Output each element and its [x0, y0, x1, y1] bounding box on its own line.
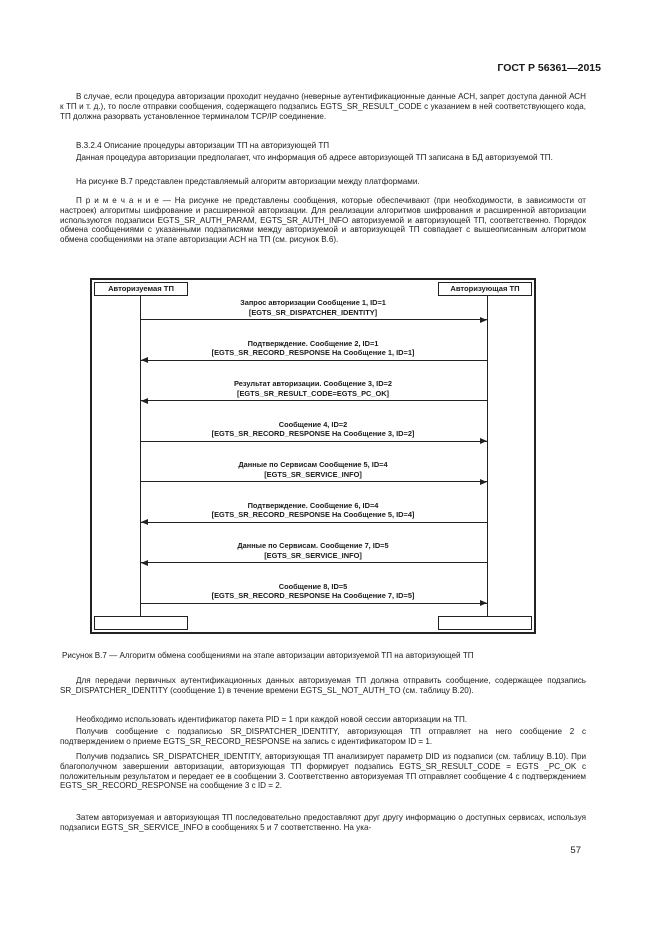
message-arrow-line: [141, 319, 487, 320]
message-label: [92, 379, 534, 398]
right-actor-box: Авторизующая ТП: [438, 282, 532, 296]
message-subrecord: [EGTS_SR_RECORD_RESPONSE На Сообщение 7, ID=5]: [211, 591, 415, 600]
paragraph-did-analysis: Получив подзапись SR_DISPATCHER_IDENTITY, авторизующая ТП анализирует параметр DID из подзаписи (см. таблицу В.10). При благополучном завершении авторизации, авторизующая ТП формирует подзапись EGTS_SR_RESULT_CODE = EGTS _PC_OK с положительным результатом и передает ее в сообщении 3. Соответственно авторизуемая ТП отправляет сообщение 4 с подтверждением EGTS_SR_RECORD_RESPONSE на сообщение 3 с ID = 2.: [60, 752, 586, 791]
arrowhead-right-icon: [480, 438, 487, 444]
message-label: [92, 501, 534, 520]
paragraph-note: П р и м е ч а н и е — На рисунке не представлены сообщения, которые обеспечивают (при необходимости, в зависимости от настроек) алгоритмы шифрование и расширенной авторизации. Для реализации алгоритмов шифрования и расширенной авторизации используются подзаписи EGTS_SR_AUTH_PARAM, EGTS_SR_AUTH_INFO авторизуемой и авторизующей ТП, соответственно. Порядок обмена сообщениями с указанными подзаписями между авторизуемой и авторизующей ТП совпадает с вышеописанным алгоритмом обмена сообщениями на этапе авторизации АСН на ТП (см. рисунок В.6).: [60, 196, 586, 245]
left-actor-box: Авторизуемая ТП: [94, 282, 188, 296]
paragraph-services: Затем авторизуемая и авторизующая ТП последовательно предоставляют друг другу информацию о доступных сервисах, используя подзаписи EGTS_SR_SERVICE_INFO в сообщениях 5 и 7 соответственно. На ука-: [60, 813, 586, 832]
paragraph-auth-failure: В случае, если процедура авторизации проходит неудачно (неверные аутентификационные данные АСН, запрет доступа данной АСН к ТП и т. д.), то после отправки сообщения, содержащего подзапись EGTS_SR_RESULT_CODE с указанием в ней соответствующего кода, ТП должна разорвать установленное терминалом TCP/IP соединение.: [60, 92, 586, 121]
page-number: 57: [570, 845, 581, 856]
message-subrecord: [EGTS_SR_RECORD_RESPONSE На Сообщение 5, ID=4]: [211, 510, 415, 519]
message-label: [92, 460, 534, 479]
message-arrow-line: [141, 603, 487, 604]
message-arrow-line: [141, 441, 487, 442]
message-subrecord: [EGTS_SR_SERVICE_INFO]: [264, 469, 362, 479]
arrowhead-left-icon: [141, 398, 148, 404]
standard-header: ГОСТ Р 56361—2015: [497, 62, 601, 74]
paragraph-pid: Необходимо использовать идентификатор пакета PID = 1 при каждой новой сессии авторизации на ТП.: [76, 715, 468, 724]
message-subrecord: [EGTS_SR_SERVICE_INFO]: [264, 550, 362, 560]
message-subrecord: [EGTS_SR_RECORD_RESPONSE На Сообщение 3, ID=2]: [211, 429, 415, 438]
message-arrow-line: [141, 562, 487, 563]
arrowhead-right-icon: [480, 600, 487, 606]
message-title: Данные по Сервисам. Сообщение 7, ID=5: [237, 541, 389, 550]
message-title: Запрос авторизации Сообщение 1, ID=1: [240, 298, 386, 307]
message-title: Сообщение 8, ID=5: [278, 581, 348, 591]
paragraph-figure-ref: На рисунке В.7 представлен представляемый алгоритм авторизации между платформами.: [76, 177, 420, 186]
message-label: [92, 298, 534, 317]
figure-caption: Рисунок В.7 — Алгоритм обмена сообщениями на этапе авторизации авторизуемой ТП на авторизующей ТП: [62, 651, 474, 660]
message-subrecord: [EGTS_SR_RESULT_CODE=EGTS_PC_OK]: [236, 388, 390, 398]
arrowhead-left-icon: [141, 519, 148, 525]
paragraph-confirmation: Получив сообщение с подзаписью SR_DISPATCHER_IDENTITY, авторизующая ТП отправляет на него сообщение 2 с подтверждением о приеме EGTS_SR_RECORD_RESPONSE на запись с идентификатором ID = 1.: [60, 727, 586, 746]
message-arrow-line: [141, 360, 487, 361]
message-arrow-line: [141, 400, 487, 401]
message-arrow-line: [141, 481, 487, 482]
left-actor-footer: [94, 616, 188, 630]
message-label: [92, 582, 534, 601]
section-heading: В.3.2.4 Описание процедуры авторизации ТП на авторизующей ТП: [76, 141, 330, 150]
message-title: Данные по Сервисам Сообщение 5, ID=4: [238, 460, 388, 469]
message-label: [92, 420, 534, 439]
arrowhead-left-icon: [141, 357, 148, 363]
sequence-diagram: [90, 278, 536, 634]
arrowhead-right-icon: [480, 479, 487, 485]
message-title: Подтверждение. Сообщение 6, ID=4: [247, 500, 379, 510]
message-title: Результат авторизации. Сообщение 3, ID=2: [234, 379, 392, 388]
arrowhead-left-icon: [141, 560, 148, 566]
paragraph-initial-auth: Для передачи первичных аутентификационных данных авторизуемая ТП должна отправить сообщение, содержащее подзапись SR_DISPATCHER_IDENTITY (сообщение 1) в течение времени EGTS_SL_NOT_AUTH_TO (см. таблицу В.20).: [60, 676, 586, 695]
message-label: [92, 339, 534, 358]
message-subrecord: [EGTS_SR_DISPATCHER_IDENTITY]: [248, 307, 378, 317]
message-label: [92, 541, 534, 560]
arrowhead-right-icon: [480, 317, 487, 323]
message-subrecord: [EGTS_SR_RECORD_RESPONSE На Сообщение 1, ID=1]: [211, 348, 415, 357]
paragraph-procedure: Данная процедура авторизации предполагает, что информация об адресе авторизующей ТП записана в БД авторизуемой ТП.: [76, 153, 553, 162]
message-title: Подтверждение. Сообщение 2, ID=1: [247, 338, 379, 348]
message-arrow-line: [141, 522, 487, 523]
right-actor-footer: [438, 616, 532, 630]
message-title: Сообщение 4, ID=2: [278, 419, 348, 429]
